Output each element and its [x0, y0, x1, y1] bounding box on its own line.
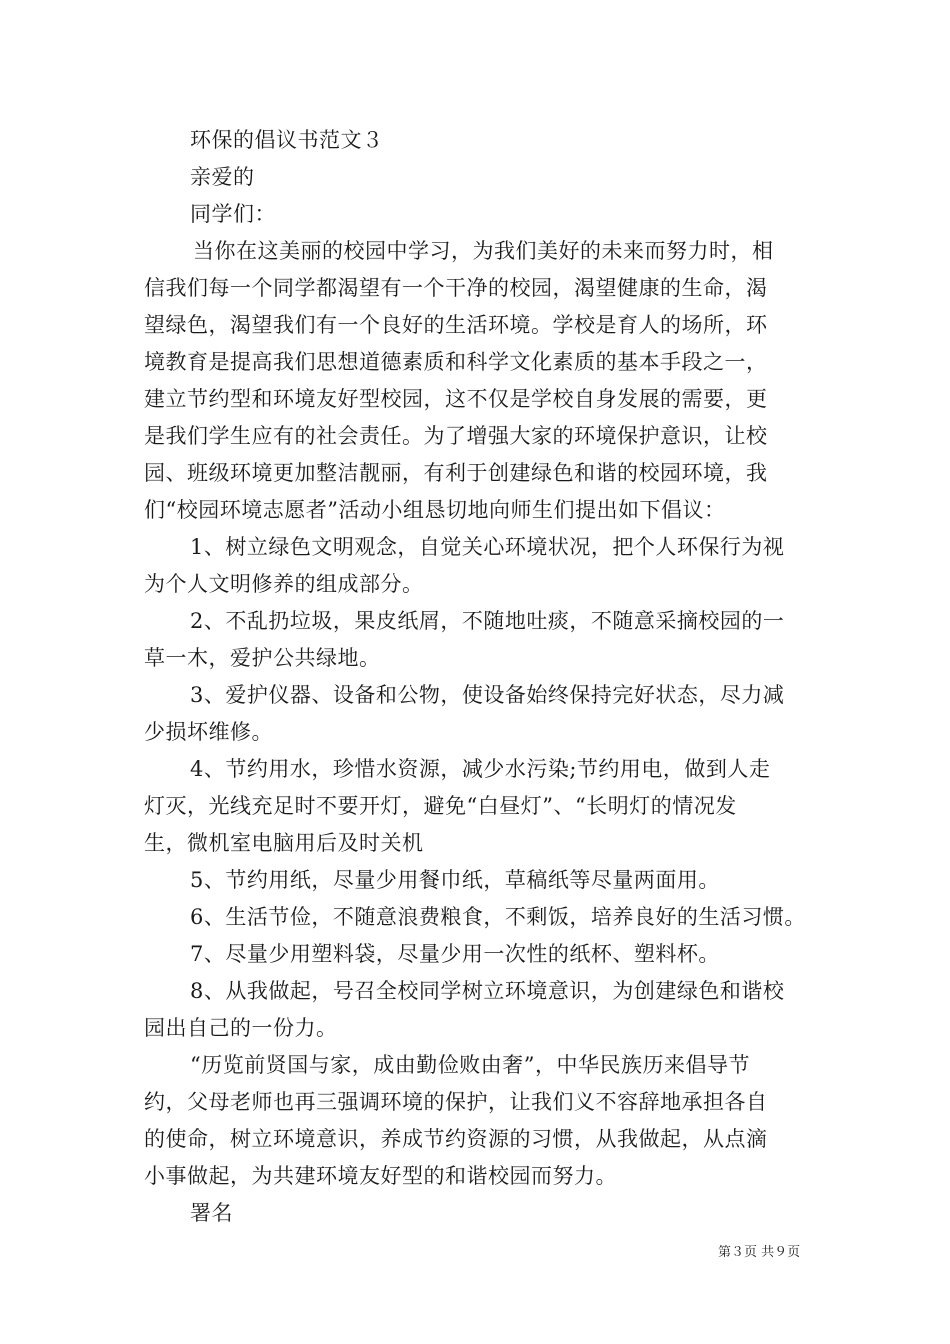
proposal-item-6-line: 6、生活节俭，不随意浪费粮食，不剩饭，培养良好的生活习惯。	[190, 905, 806, 929]
page-number-footer: 第３页 共９页	[718, 1245, 801, 1260]
salutation-line-2: 同学们：	[190, 202, 276, 226]
intro-paragraph-line: 境教育是提高我们思想道德素质和科学文化素质的基本手段之一，	[144, 350, 768, 374]
proposal-item-4-line: 生，微机室电脑用后及时关机	[144, 831, 424, 855]
document-title: 环保的倡议书范文３	[190, 128, 384, 152]
proposal-item-7-line: 7、尽量少用塑料袋，尽量少用一次性的纸杯、塑料杯。	[190, 942, 720, 966]
proposal-item-2-line: 2、不乱扔垃圾，果皮纸屑，不随地吐痰，不随意采摘校园的一	[190, 609, 785, 633]
proposal-item-1-line: 为个人文明修养的组成部分。	[144, 572, 424, 596]
proposal-item-4-line: 4、节约用水，珍惜水资源，减少水污染;节约用电，做到人走	[190, 757, 771, 781]
signature: 署名	[190, 1201, 233, 1225]
salutation-line-1: 亲爱的	[190, 165, 255, 189]
proposal-item-3-line: 3、爱护仪器、设备和公物，使设备始终保持完好状态，尽力减	[190, 683, 785, 707]
intro-paragraph-line: 信我们每一个同学都渴望有一个干净的校园，渴望健康的生命，渴	[144, 276, 768, 300]
intro-paragraph-line: 们“校园环境志愿者”活动小组恳切地向师生们提出如下倡议：	[144, 498, 726, 522]
closing-paragraph-line: 的使命，树立环境意识，养成节约资源的习惯，从我做起，从点滴	[144, 1127, 768, 1151]
proposal-item-1-line: 1、树立绿色文明观念，自觉关心环境状况，把个人环保行为视	[190, 535, 785, 559]
proposal-item-2-line: 草一木，爱护公共绿地。	[144, 646, 381, 670]
proposal-item-4-line: 灯灭，光线充足时不要开灯，避免“白昼灯”、“长明灯的情况发	[144, 794, 737, 818]
proposal-item-5-line: 5、节约用纸，尽量少用餐巾纸，草稿纸等尽量两面用。	[190, 868, 720, 892]
intro-paragraph-line: 望绿色，渴望我们有一个良好的生活环境。学校是育人的场所，环	[144, 313, 768, 337]
intro-paragraph-line: 建立节约型和环境友好型校园，这不仅是学校自身发展的需要，更	[144, 387, 768, 411]
proposal-item-8-line: 8、从我做起，号召全校同学树立环境意识，为创建绿色和谐校	[190, 979, 785, 1003]
proposal-item-8-line: 园出自己的一份力。	[144, 1016, 338, 1040]
intro-paragraph-line: 园、班级环境更加整洁靓丽，有利于创建绿色和谐的校园环境，我	[144, 461, 768, 485]
closing-paragraph-line: 约，父母老师也再三强调环境的保护，让我们义不容辞地承担各自	[144, 1090, 768, 1114]
closing-paragraph-line: “历览前贤国与家，成由勤俭败由奢”，中华民族历来倡导节	[190, 1053, 750, 1077]
intro-paragraph-line: 是我们学生应有的社会责任。为了增强大家的环境保护意识，让校	[144, 424, 768, 448]
closing-paragraph-line: 小事做起，为共建环境友好型的和谐校园而努力。	[144, 1164, 617, 1188]
proposal-item-3-line: 少损坏维修。	[144, 720, 273, 744]
intro-paragraph-line: 当你在这美丽的校园中学习，为我们美好的未来而努力时，相	[193, 239, 774, 263]
